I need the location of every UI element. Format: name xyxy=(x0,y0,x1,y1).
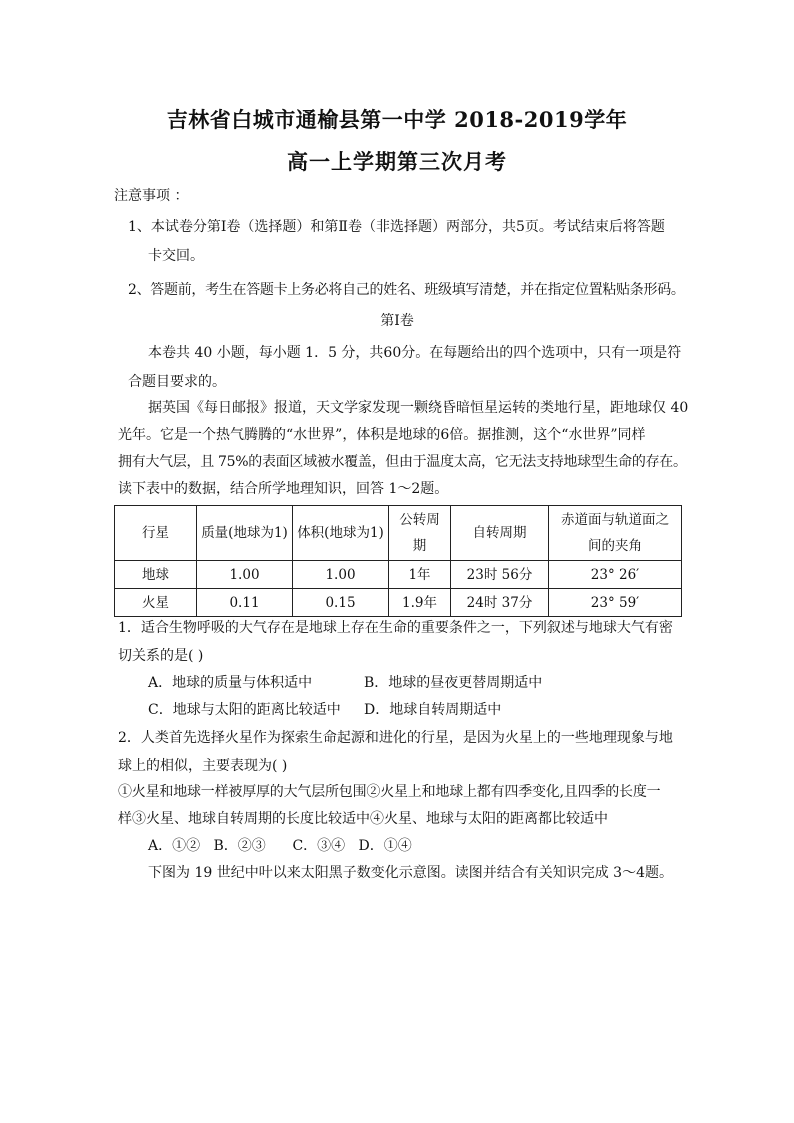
question-1-option-d: D．地球自转周期适中 xyxy=(364,702,502,718)
question-2-line1: 2．人类首先选择火星作为探索生命起源和进化的行星，是因为火星上的一些地理现象与地 xyxy=(118,730,673,746)
exam-title-line2: 高一上学期第三次月考 xyxy=(287,149,507,174)
notice-item-1-line1: 1、本试卷分第Ⅰ卷（选择题）和第Ⅱ卷（非选择题）两部分，共5页。考试结束后将答题 xyxy=(128,219,665,235)
table-cell: 23时 56分 xyxy=(451,561,549,589)
question-1-option-a: A．地球的质量与体积适中 xyxy=(148,675,313,691)
table-cell: 23° 59′ xyxy=(549,589,682,617)
next-questions-intro: 下图为 19 世纪中叶以来太阳黑子数变化示意图。读图并结合有关知识完成 3～4题。 xyxy=(148,865,673,881)
question-1-option-b: B．地球的昼夜更替周期适中 xyxy=(364,675,543,691)
table-row xyxy=(115,561,682,589)
notice-item-2: 2、答题前，考生在答题卡上务必将自己的姓名、班级填写清楚，并在指定位置粘贴条形码。 xyxy=(128,282,685,298)
table-header-line: 公转周 xyxy=(399,512,440,528)
passage-line2: 光年。它是一个热气腾腾的“水世界”，体积是地球的6倍。据推测，这个“水世界”同样 xyxy=(118,427,646,443)
table-cell: 23° 26′ xyxy=(549,561,682,589)
table-cell: 0.15 xyxy=(293,589,389,617)
table-cell: 1年 xyxy=(389,561,451,589)
question-1-line1: 1．适合生物呼吸的大气存在是地球上存在生命的重要条件之一，下列叙述与地球大气有密 xyxy=(118,620,673,636)
exam-title-line1: 吉林省白城市通榆县第一中学 2018-2019学年 xyxy=(166,107,628,132)
table-header-line: 赤道面与轨道面之 xyxy=(561,512,669,528)
notice-heading: 注意事项 ： xyxy=(114,188,189,204)
passage-line1: 据英国《每日邮报》报道，天文学家发现一颗绕昏暗恒星运转的类地行星，距地球仅 40 xyxy=(148,400,689,416)
question-1-option-c: C．地球与太阳的距离比较适中 xyxy=(148,702,341,718)
table-header-line: 间的夹角 xyxy=(588,538,642,554)
table-cell: 24时 37分 xyxy=(451,589,549,617)
table-header-cell: 体积(地球为1) xyxy=(293,506,389,561)
section-intro-line1: 本卷共 40 小题，每小题 1．5 分，共60分。在每题给出的四个选项中，只有一项是符 xyxy=(148,345,682,361)
table-header-row xyxy=(115,506,682,561)
table-cell: 0.11 xyxy=(197,589,293,617)
table-cell: 1.00 xyxy=(293,561,389,589)
table-cell: 1.00 xyxy=(197,561,293,589)
question-1-line2: 切关系的是( ) xyxy=(118,648,204,664)
question-2-options: A．①② B．②③ C．③④ D．①④ xyxy=(148,838,412,854)
table-header-cell: 质量(地球为1) xyxy=(197,506,293,561)
passage-line4: 读下表中的数据，结合所学地理知识，回答 1～2题。 xyxy=(118,481,449,497)
table-cell: 火星 xyxy=(115,589,197,617)
table-header-cell xyxy=(389,506,451,561)
question-2-line4: 样③火星、地球自转周期的长度比较适中④火星、地球与太阳的距离都比较适中 xyxy=(118,811,608,827)
notice-item-1-line2: 卡交回。 xyxy=(148,248,204,264)
table-header-cell: 行星 xyxy=(115,506,197,561)
table-cell: 1.9年 xyxy=(389,589,451,617)
question-2-line2: 球上的相似，主要表现为( ) xyxy=(118,758,288,774)
table-header-line: 期 xyxy=(412,538,427,554)
section-title: 第Ⅰ卷 xyxy=(380,313,414,329)
table-header-cell: 自转周期 xyxy=(451,506,549,561)
section-intro-line2: 合题目要求的。 xyxy=(128,374,226,390)
question-2-line3: ①火星和地球一样被厚厚的大气层所包围②火星上和地球上都有四季变化,且四季的长度一 xyxy=(118,784,661,800)
table-row xyxy=(115,589,682,617)
passage-line3: 拥有大气层，且 75%的表面区域被水覆盖，但由于温度太高，它无法支持地球型生命的存在。 xyxy=(118,454,687,470)
table-cell: 地球 xyxy=(115,561,197,589)
planet-data-table xyxy=(114,505,682,617)
table-header-cell xyxy=(549,506,682,561)
